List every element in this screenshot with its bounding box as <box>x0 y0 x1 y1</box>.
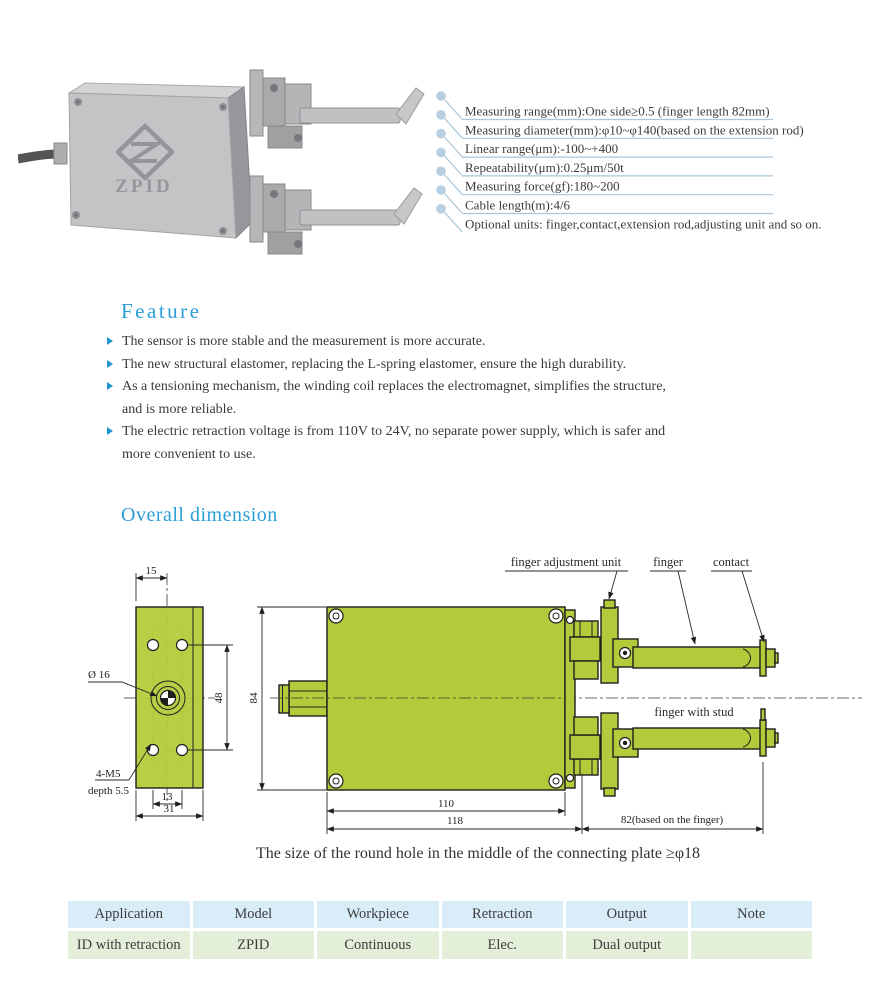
table-cell-output: Dual output <box>566 931 688 959</box>
dim-label-31: 31 <box>163 803 175 815</box>
cable <box>18 154 58 159</box>
feature-item-text: The electric retraction voltage is from 110V to 24V, no separate power supply, which is safer and more convenient to use. <box>122 424 666 462</box>
photo-finger-top <box>250 70 424 148</box>
spec-bullet-dot-icon <box>436 204 446 214</box>
spec-connector-line <box>445 194 463 214</box>
label-finger: finger <box>653 555 683 569</box>
contact-stud <box>761 709 765 720</box>
spec-item-text: Repeatability(μm):0.25μm/50t <box>465 159 624 175</box>
bullet-triangle-icon <box>107 360 113 368</box>
spec-connector-line <box>445 156 463 176</box>
finger-unit-top <box>570 600 778 683</box>
dim-label-15: 15 <box>145 565 157 577</box>
spec-item-text: Measuring diameter(mm):φ10~φ140(based on the extension rod) <box>465 122 804 138</box>
bullet-triangle-icon <box>107 337 113 345</box>
dim-label-84: 84 <box>248 692 260 704</box>
overall-dimension-title: Overall dimension <box>121 504 278 526</box>
label-finger-adjustment-unit: finger adjustment unit <box>510 555 622 569</box>
label-finger-with-stud: finger with stud <box>654 705 734 719</box>
spec-bullet-dot-icon <box>436 148 446 158</box>
bullet-triangle-icon <box>107 382 113 390</box>
table-cell-model: ZPID <box>193 931 315 959</box>
table-cell-workpiece: Continuous <box>317 931 439 959</box>
dim-label-48: 48 <box>213 692 225 704</box>
feature-list <box>107 331 682 467</box>
table-cell-retraction: Elec. <box>442 931 564 959</box>
dim-label-13: 13 <box>161 791 173 803</box>
product-photo <box>18 58 433 263</box>
dim-label-depth: depth 5.5 <box>88 785 129 797</box>
spec-bullet-dot-icon <box>436 166 446 176</box>
dim-label-dia16: Ø 16 <box>88 669 110 681</box>
spec-list <box>430 85 879 250</box>
feature-item <box>107 376 682 421</box>
label-contact: contact <box>712 555 750 569</box>
table-header-output: Output <box>566 901 688 928</box>
spec-bullet-dot-icon <box>436 91 446 101</box>
dim-label-82: 82(based on the finger) <box>620 814 724 826</box>
dim-label-4m5: 4-M5 <box>96 768 121 780</box>
box-front-face <box>69 93 236 238</box>
spec-bullet-dot-icon <box>436 110 446 120</box>
feature-item <box>107 354 682 377</box>
table-header-note: Note <box>691 901 813 928</box>
spec-bullet-dot-icon <box>436 129 446 139</box>
bullet-triangle-icon <box>107 427 113 435</box>
feature-item <box>107 331 682 354</box>
spec-item-text: Linear range(μm):-100~+400 <box>465 141 619 157</box>
spec-connector-line <box>445 100 463 120</box>
spec-item-text: Optional units: finger,contact,extension rod,adjusting unit and so on. <box>465 216 822 232</box>
cable-gland <box>54 143 67 164</box>
table-header-retraction: Retraction <box>442 901 564 928</box>
finger-unit-bottom <box>570 713 778 796</box>
table-cell-application: ID with retraction <box>68 931 190 959</box>
dim-label-118: 118 <box>446 815 464 827</box>
spec-item-text: Measuring range(mm):One side≥0.5 (finger length 82mm) <box>465 103 770 119</box>
spec-item-text: Measuring force(gf):180~200 <box>465 178 620 194</box>
spec-connector-line <box>445 175 463 195</box>
feature-item-text: The new structural elastomer, replacing the L-spring elastomer, ensure the high durability. <box>122 356 627 372</box>
spec-connector-line <box>445 118 463 138</box>
spec-table <box>68 901 812 959</box>
table-header-application: Application <box>68 901 190 928</box>
feature-title: Feature <box>121 299 202 323</box>
feature-item-text: As a tensioning mechanism, the winding coil replaces the electromagnet, simplifies the structure, and is more reliable. <box>122 379 666 417</box>
spec-item <box>436 91 773 119</box>
spec-connector-line <box>445 137 463 157</box>
table-cell-note <box>691 931 813 959</box>
sensor-box-view <box>248 607 862 834</box>
feature-item <box>107 421 682 466</box>
drawing-caption: The size of the round hole in the middle of the connecting plate ≥φ18 <box>255 845 701 862</box>
spec-connector-line <box>445 212 463 232</box>
plate-view <box>88 565 233 821</box>
feature-item-text: The sensor is more stable and the measurement is more accurate. <box>122 334 486 349</box>
table-header-model: Model <box>193 901 315 928</box>
photo-finger-bottom <box>250 176 422 254</box>
spec-bullet-dot-icon <box>436 185 446 195</box>
dimension-drawing <box>60 545 879 845</box>
spec-item-text: Cable length(m):4/6 <box>465 197 571 213</box>
brand-text: ZPID <box>115 176 173 197</box>
table-header-workpiece: Workpiece <box>317 901 439 928</box>
dim-label-110: 110 <box>437 798 455 810</box>
